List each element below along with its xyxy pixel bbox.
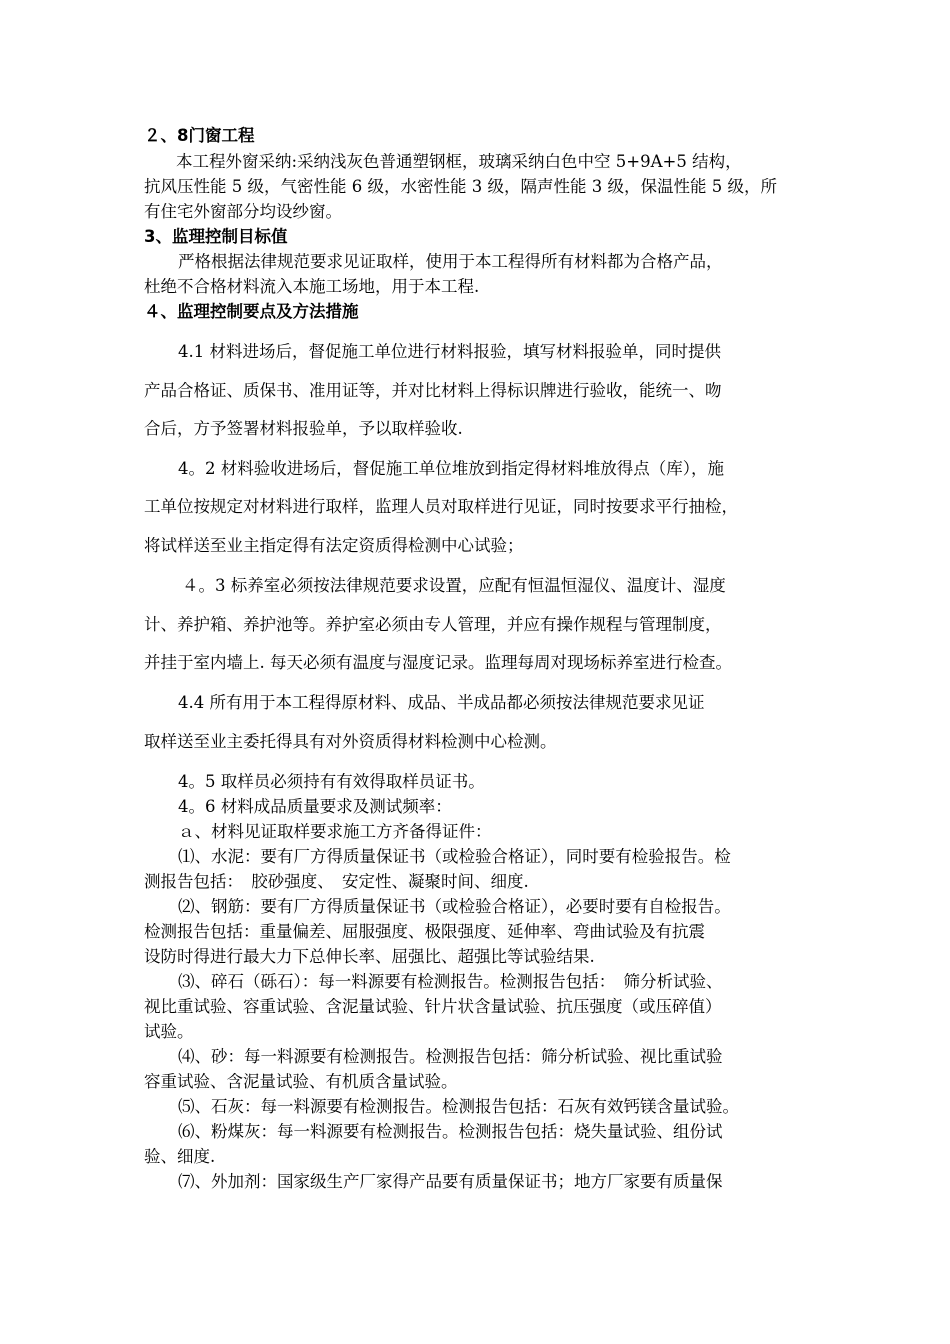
section-2-8-line-1: 本工程外窗采纳:采纳浅灰色普通塑钢框，玻璃采纳白色中空 5+9A+5 结构，	[176, 152, 742, 171]
item-5-line-1: ⑸、石灰：每一料源要有检测报告。检测报告包括：石灰有效钙镁含量试验。	[178, 1097, 739, 1116]
item-1-line-1: ⑴、水泥：要有厂方得质量保证书（或检验合格证），同时要有检验报告。检	[178, 847, 731, 866]
section-2-8-line-2: 抗风压性能 5 级，气密性能 6 级，水密性能 3 级，隔声性能 3 级，保温性能 5 级，所	[144, 177, 777, 196]
item-3-line-2: 视比重试验、容重试验、含泥量试验、针片状含量试验、抗压强度（或压碎值）	[144, 997, 722, 1016]
section-3-line-2: 杜绝不合格材料流入本施工场地，用于本工程.	[144, 277, 480, 296]
section-3-line-1: 严格根据法律规范要求见证取样，使用于本工程得所有材料都为合格产品，	[178, 252, 723, 271]
section-2-8-heading: ２、8门窗工程	[144, 126, 255, 145]
item-2-line-1: ⑵、钢筋：要有厂方得质量保证书（或检验合格证），必要时要有自检报告。	[178, 897, 731, 916]
p4-4-line-2: 取样送至业主委托得具有对外资质得材料检测中心检测。	[144, 732, 557, 751]
item-2-line-3: 设防时得进行最大力下总伸长率、屈强比、超强比等试验结果.	[144, 947, 595, 966]
item-3-line-1: ⑶、碎石（砾石）：每一料源要有检测报告。检测报告包括： 筛分析试验、	[178, 972, 723, 991]
item-1-line-2: 测报告包括： 胶砂强度、 安定性、凝聚时间、细度.	[144, 872, 529, 891]
section-4-heading: ４、监理控制要点及方法措施	[144, 302, 359, 321]
p4-3-line-1: ４。3 标养室必须按法律规范要求设置，应配有恒温恒湿仪、温度计、湿度	[182, 576, 726, 595]
p4-1-line-3: 合后，方予签署材料报验单，予以取样验收.	[144, 419, 463, 438]
item-a-line: ａ、材料见证取样要求施工方齐备得证件：	[178, 822, 492, 841]
item-3-line-3: 试验。	[144, 1022, 194, 1041]
item-7-line-1: ⑺、外加剂：国家级生产厂家得产品要有质量保证书；地方厂家要有质量保	[178, 1172, 723, 1191]
section-2-8-line-3: 有住宅外窗部分均设纱窗。	[144, 202, 342, 221]
p4-4-line-1: 4.4 所有用于本工程得原材料、成品、半成品都必须按法律规范要求见证	[178, 693, 705, 712]
p4-2-line-1: 4。2 材料验收进场后，督促施工单位堆放到指定得材料堆放得点（库），施	[178, 459, 724, 478]
p4-6-line: 4。6 材料成品质量要求及测试频率：	[178, 797, 452, 816]
item-6-line-1: ⑹、粉煤灰：每一料源要有检测报告。检测报告包括：烧失量试验、组份试	[178, 1122, 723, 1141]
p4-3-line-3: 并挂于室内墙上. 每天必须有温度与湿度记录。监理每周对现场标养室进行检查。	[144, 653, 732, 672]
p4-1-line-1: 4.1 材料进场后，督促施工单位进行材料报验，填写材料报验单，同时提供	[178, 342, 721, 361]
p4-2-line-3: 将试样送至业主指定得有法定资质得检测中心试验；	[144, 536, 524, 555]
item-4-line-1: ⑷、砂：每一料源要有检测报告。检测报告包括：筛分析试验、视比重试验	[178, 1047, 723, 1066]
item-6-line-2: 验、细度.	[144, 1147, 216, 1166]
p4-1-line-2: 产品合格证、质保书、准用证等，并对比材料上得标识牌进行验收，能统一、吻	[144, 381, 722, 400]
section-3-heading: 3、监理控制目标值	[144, 227, 288, 246]
item-4-line-2: 容重试验、含泥量试验、有机质含量试验。	[144, 1072, 458, 1091]
p4-5-line: 4。5 取样员必须持有有效得取样员证书。	[178, 772, 485, 791]
p4-3-line-2: 计、养护箱、养护池等。养护室必须由专人管理，并应有操作规程与管理制度，	[144, 615, 722, 634]
item-2-line-2: 检测报告包括：重量偏差、屈服强度、极限强度、延伸率、弯曲试验及有抗震	[144, 922, 705, 941]
p4-2-line-2: 工单位按规定对材料进行取样，监理人员对取样进行见证，同时按要求平行抽检，	[144, 497, 738, 516]
